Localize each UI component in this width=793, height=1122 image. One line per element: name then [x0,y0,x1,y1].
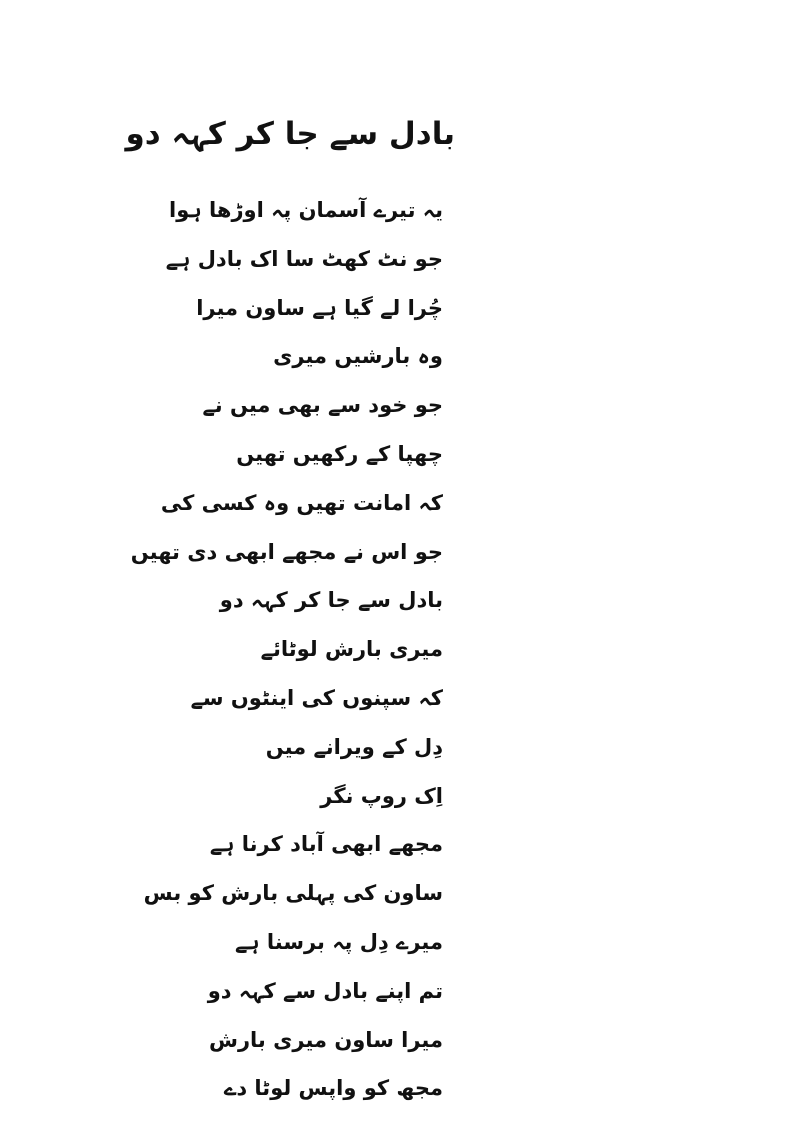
poem-line: مجھ کو واپس لوٹا دے [224,1076,443,1101]
poem-line: اِک روپ نگر [320,783,443,808]
poem-line: چھپا کے رکھیں تھیں [236,441,443,466]
poem-line: دِل کے ویرانے میں [265,734,443,759]
poem-line: وہ بارشیں میری [273,344,443,369]
poem-line: بادل سے جا کر کہہ دو [219,588,443,613]
poem-line: میرا ساون میری بارش [208,1027,443,1052]
poem-title: بادل سے جا کر کہہ دو [125,116,455,152]
poem-line: جو نٹ کھٹ سا اک بادل ہے [165,246,443,271]
poem-line: میرے دِل پہ برسنا ہے [234,929,443,954]
poem-line: میری بارش لوٹائے [260,637,443,662]
poem-line: کہ سپنوں کی اینٹوں سے [190,685,443,710]
poem-line: جو خود سے بھی میں نے [202,393,443,418]
poem-line: مجھے ابھی آباد کرنا ہے [209,832,443,857]
poem-line: ساون کی پہلی بارش کو بس [143,881,443,906]
poem-line: یہ تیرے آسمان پہ اوڑھا ہوا [169,198,443,222]
poem-line: جو اس نے مجھے ابھی دی تھیں [130,539,443,564]
poem-body [131,186,443,1113]
poem-line: چُرا لے گیا ہے ساون میرا [196,295,443,320]
poem-line: تم اپنے بادل سے کہہ دو [207,978,443,1003]
poem-line: کہ امانت تھیں وہ کسی کی [160,490,443,515]
